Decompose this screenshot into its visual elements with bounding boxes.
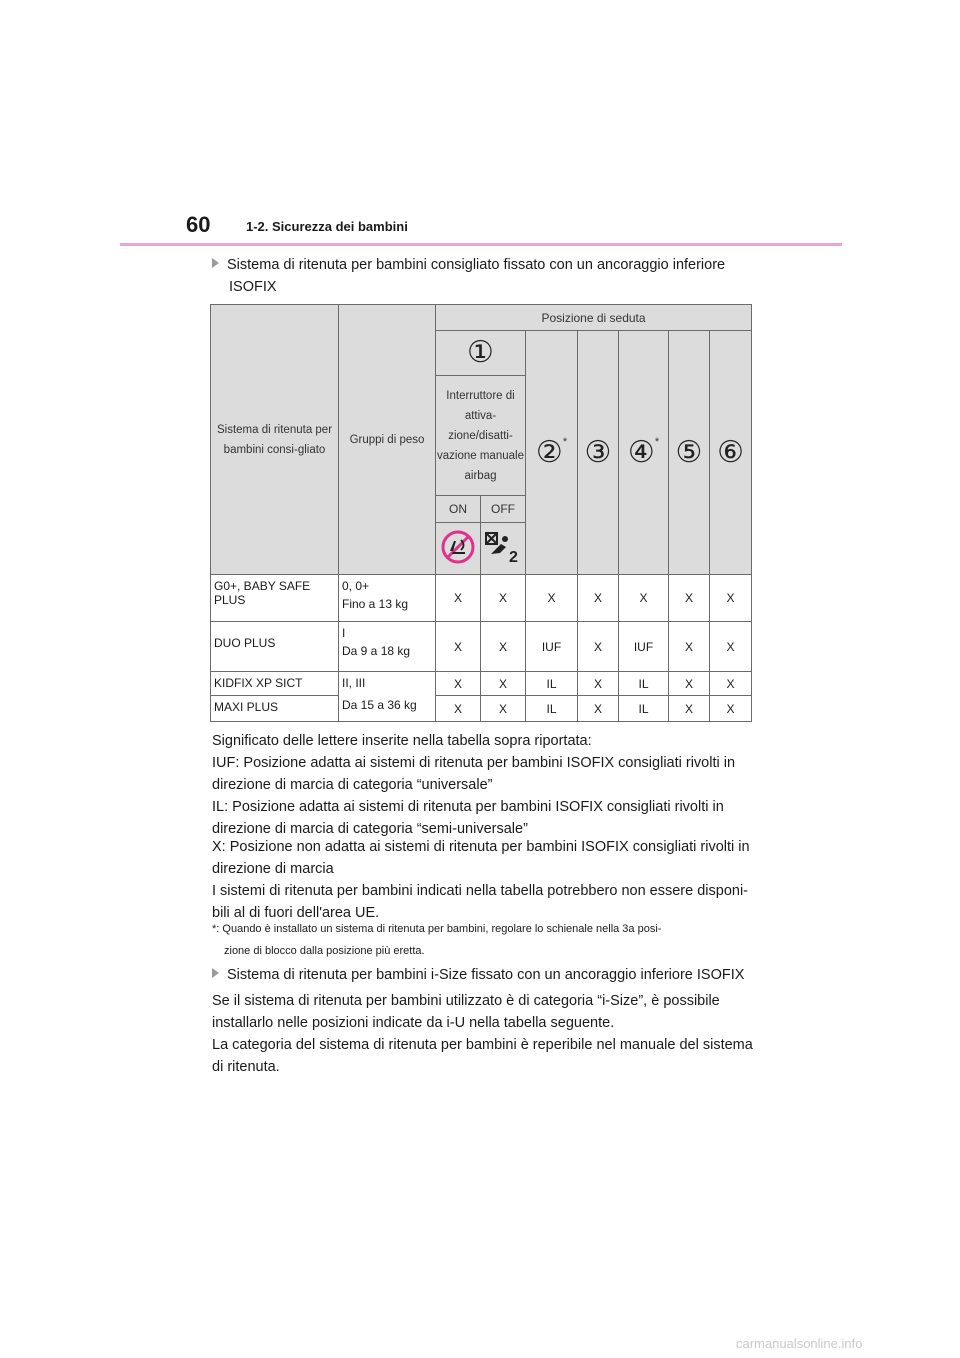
section-title: 1-2. Sicurezza dei bambini [246,219,408,234]
triangle-bullet-icon [212,258,219,268]
row-cell: X [669,575,710,622]
position-1-icon: ① [467,335,494,370]
table-row [211,696,752,722]
airbag-on-icon [483,530,523,564]
row-cell: X [669,672,710,696]
row-cell: IUF [526,622,578,672]
row-cell: X [481,622,526,672]
position-5-icon: ⑤ [675,434,703,470]
row-weight-group: 0, 0+ Fino a 13 kg [339,575,436,622]
paragraph-category: La categoria del sistema di ritenuta per bambini è reperibile nel manuale del sistema di ritenuta. [212,1037,753,1075]
legend-il: IL: Posizione adatta ai sistemi di ritenuta per bambini ISOFIX consigliati rivolti in direzione di marcia di categoria “semi-universale” [212,799,724,837]
header-rule [120,243,842,246]
switch-on-label: ON [436,496,481,523]
seating-position-header: Posizione di seduta [436,305,752,331]
airbag-on-icon-cell [481,523,526,575]
footnote-mark: *: [212,923,220,935]
switch-off-label: OFF [481,496,526,523]
footnote-line2: zione di blocco dalla posizione più eretta. [224,945,425,957]
row-cell: X [669,696,710,722]
bullet-isofix [212,254,772,298]
table-row [211,622,752,672]
position-4-header [619,331,669,575]
footnote [212,918,762,962]
col-header-system: Sistema di ritenuta per bambini consi-gliato [211,305,339,575]
row-weight-group: I Da 9 a 18 kg [339,622,436,672]
row-cell: X [436,622,481,672]
row-cell: IL [526,696,578,722]
airbag-off-icon-cell [436,523,481,575]
position-2-header [526,331,578,575]
row-system-name: DUO PLUS [211,622,339,672]
airbag-off-icon [439,530,477,564]
bullet-isofix-line2: ISOFIX [229,279,277,295]
airbag-switch-label: Interruttore di attiva-zione/disatti-vazione manuale airbag [436,376,526,496]
legend-intro: Significato delle lettere inserite nella tabella sopra riportata: [212,733,592,749]
legend-x: X: Posizione non adatta ai sistemi di ritenuta per bambini ISOFIX consigliati rivolti in direzione di marcia [212,839,750,877]
legend-note: I sistemi di ritenuta per bambini indicati nella tabella potrebbero non essere disponi-bili al di fuori dell'area UE. [212,883,748,921]
page-number: 60 [186,212,211,237]
position-2-icon: ② [535,434,563,470]
row-cell: X [481,575,526,622]
row-cell: X [578,672,619,696]
row-system-name: G0+, BABY SAFE PLUS [211,575,339,622]
paragraph-isize: Se il sistema di ritenuta per bambini utilizzato è di categoria “i-Size”, è possibile installarlo nelle posizioni indicate da i-U nella tabella seguente. [212,993,720,1031]
bullet-isofix-line1: Sistema di ritenuta per bambini consigliato fissato con un ancoraggio inferiore [227,257,726,273]
row-weight-group: II, III Da 15 a 36 kg [339,672,436,722]
position-6-icon: ⑥ [717,434,744,470]
row-cell: X [710,575,752,622]
position-4-icon: ④ [627,434,655,470]
watermark: carmanualsonline.info [736,1336,863,1351]
row-cell: X [578,622,619,672]
row-cell: IL [619,696,669,722]
position-3-icon: ③ [584,434,612,470]
row-cell: X [436,696,481,722]
table-row [211,575,752,622]
row-cell: X [526,575,578,622]
bullet-isize [212,964,772,986]
position-4-asterisk: * [654,435,660,448]
col-header-weight-group: Gruppi di peso [339,305,436,575]
table-row [211,672,752,696]
row-cell: X [481,696,526,722]
row-cell: X [436,672,481,696]
footnote-line1: Quando è installato un sistema di ritenuta per bambini, regolare lo schienale nella 3a posi- [222,923,662,935]
position-1-header [436,331,526,376]
bullet-isize-text: Sistema di ritenuta per bambini i-Size fissato con un ancoraggio inferiore ISOFIX [227,967,745,983]
position-5-header [669,331,710,575]
row-system-name: KIDFIX XP SICT [211,672,339,696]
isofix-table [210,304,752,722]
position-3-header [578,331,619,575]
row-cell: IUF [619,622,669,672]
row-cell: IL [526,672,578,696]
row-cell: X [578,575,619,622]
row-cell: X [710,672,752,696]
row-cell: X [619,575,669,622]
row-cell: X [710,622,752,672]
row-cell: X [578,696,619,722]
position-2-asterisk: * [562,435,568,448]
triangle-bullet-icon [212,968,219,978]
position-6-header [710,331,752,575]
row-cell: X [481,672,526,696]
row-cell: X [710,696,752,722]
row-cell: X [436,575,481,622]
row-system-name: MAXI PLUS [211,696,339,722]
row-cell: X [669,622,710,672]
row-cell: IL [619,672,669,696]
legend-iuf: IUF: Posizione adatta ai sistemi di ritenuta per bambini ISOFIX consigliati rivolti in direzione di marcia di categoria “universale” [212,755,736,793]
svg-text:2: 2 [509,549,518,564]
